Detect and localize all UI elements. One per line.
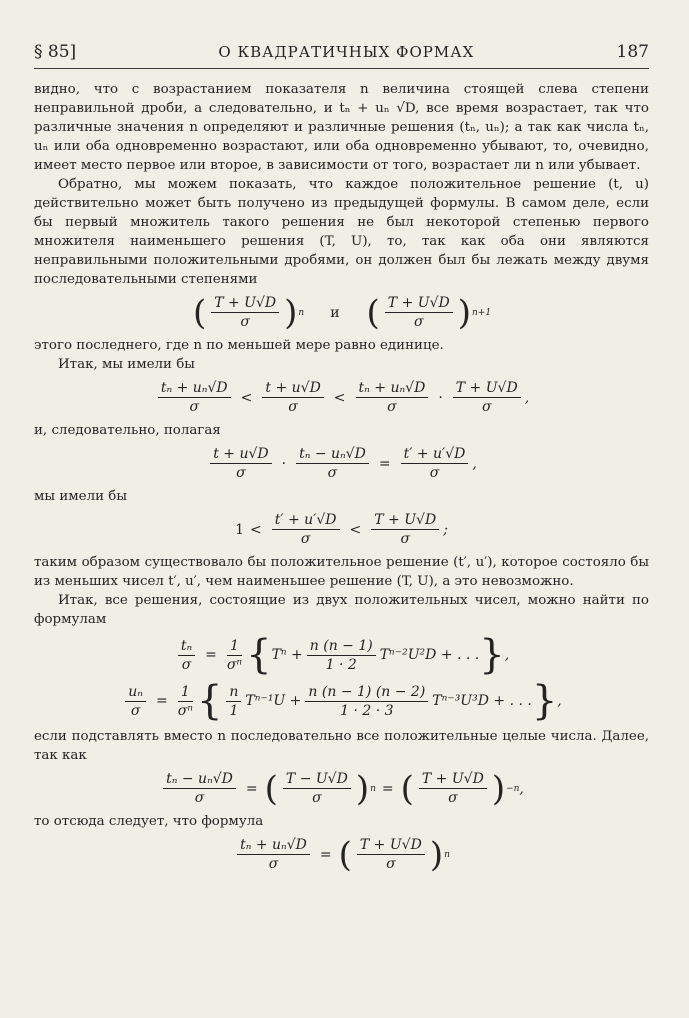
equation-bound: 1 < $\frac{t' + u'√D}{\sigma}$ < $\frac{T + U√D}{\sigma}$ ; (235, 512, 448, 547)
paragraph-4: Итак, мы имели бы (58, 357, 195, 372)
section-number: § 85] (34, 42, 77, 62)
paragraph-9: если подставлять вместо n последовательно все положительные целые числа. Далее, так как (34, 729, 649, 763)
equation-powers: ( $\frac{T + U√D}{\sigma}$ ) n и ( $\frac{T + U√D}{\sigma}$ ) n+1 (192, 292, 492, 333)
paragraph-2: Обратно, мы можем показать, что каждое положительное решение (t, u) действительно может быть получено из предыдущей формулы. В самом деле, если бы первый множитель такого решения не был некоторой степенью первого множителя наименьшего решения (T, U), то, так как оба они являются неправильными положительными дробями, он должен был бы лежать между двумя последовательными степенями (34, 177, 649, 287)
paragraph-1: видно, что с возрастанием показателя n величина стоящей слева степени неправильной дроби, а следовательно, и tₙ + uₙ √D, все время возрастает, так что различные значения n определяют и различные решения (tₙ, uₙ); а так как числа tₙ, uₙ или оба одновременно возрастают, или оба одновременно убывают, то, очевидно, имеет место первое или второе, в зависимости от того, возрастает ли n или убывает. (34, 82, 649, 173)
running-title: О КВАДРАТИЧНЫХ ФОРМАХ (218, 43, 475, 61)
page-header (34, 42, 649, 69)
equation-final: $\frac{\text{tₙ + uₙ√D}}{\sigma}$ = ( $\frac{T + U√D}{\sigma}$ ) n (34, 837, 649, 872)
equation-conjugate: $\frac{\text{tₙ − uₙ√D}}{\sigma}$ = ( $\frac{T - U√D}{\sigma}$ ) n = ( $\frac{T + U√D}{\sigma}$ ) −n , (34, 771, 649, 806)
equation-setting: $\frac{t + u√D}{\sigma}$ · $\frac{\text{tₙ − uₙ√D}}{\sigma}$ = $\frac{t' + u'√D}{\sigma}$ , (34, 446, 649, 481)
page-number: 187 (616, 42, 649, 62)
paragraph-10: то отсюда следует, что формула (34, 814, 264, 829)
paragraph-5: и, следовательно, полагая (34, 423, 221, 438)
paragraph-7: таким образом существовало бы положительное решение (t′, u′), которое состояло бы из меньших чисел t′, u′, чем наименьшее решение (T, U), а это невозможно. (34, 555, 649, 589)
equation-tn: $\frac{\text{tₙ}}{\sigma}$ = $\frac{1}{\text{σⁿ}}$ { Tⁿ + $\frac{n (n - 1)}{1 \cdot 2}$ Tⁿ⁻²U²D + . . . } , (34, 635, 649, 675)
paragraph-8: Итак, все решения, состоящие из двух положительных чисел, можно найти по формулам (34, 593, 649, 627)
equation-inequality: $\frac{\text{tₙ + uₙ√D}}{\sigma}$ < $\frac{t + u√D}{\sigma}$ < $\frac{\text{tₙ + uₙ√D}}{\sigma}$ · $\frac{T + U√D}{\sigma}$ , (34, 380, 649, 415)
paragraph-6: мы имели бы (34, 489, 128, 504)
paragraph-3: этого последнего, где n по меньшей мере равно единице. (34, 338, 444, 353)
equation-un: $\frac{\text{uₙ}}{\sigma}$ = $\frac{1}{\text{σⁿ}}$ { $\frac{n}{1}$ Tⁿ⁻¹U + $\frac{n (n - 1) (n - 2)}{1 \cdot 2 \cdot 3}$ Tⁿ⁻³U³D + . . . } , (34, 681, 649, 721)
page-body (34, 80, 649, 878)
